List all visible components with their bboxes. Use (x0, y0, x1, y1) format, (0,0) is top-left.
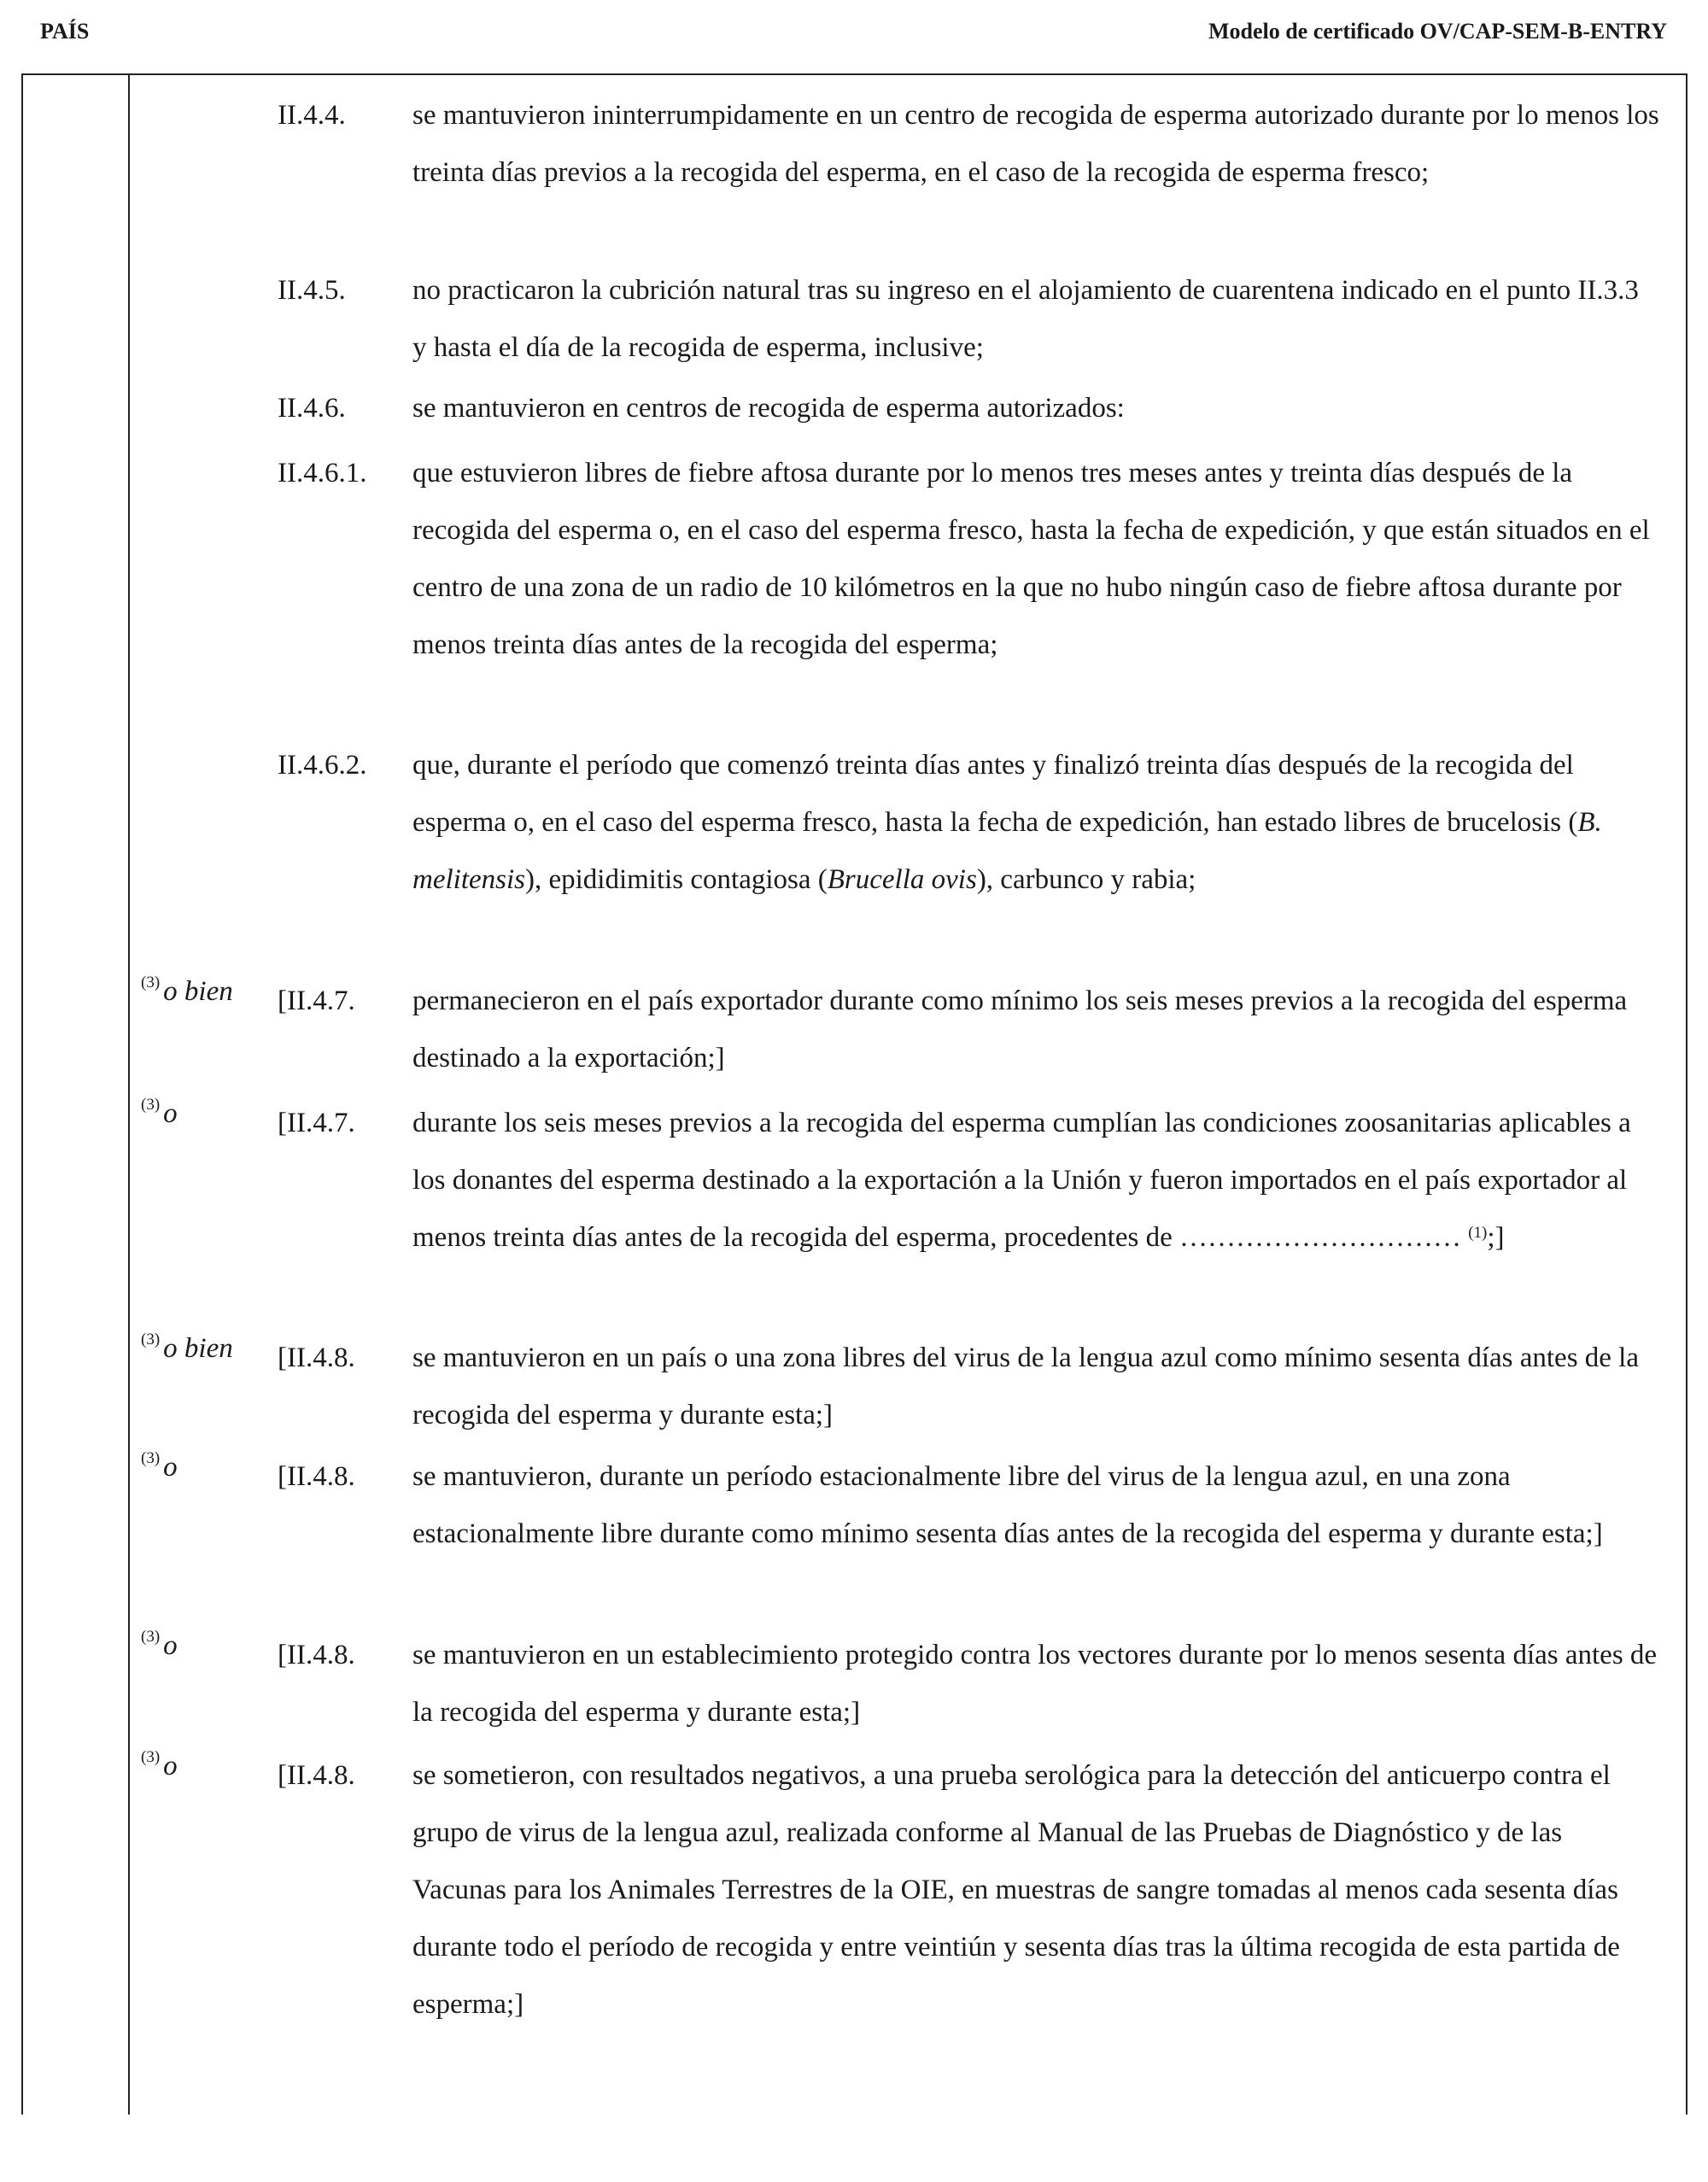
clause-text-part: se mantuvieron en un país o una zona libres del virus de la lengua azul como mínimo sesenta días antes de la recogida del esperma y durante esta;] (412, 1343, 1639, 1430)
clause-text-part: no practicaron la cubrición natural tras su ingreso en el alojamiento de cuarentena indicado en el punto II.3.3 y hasta el día de la recogida de esperma, inclusive; (412, 275, 1639, 363)
clause-number: II.4.6.1. (278, 458, 367, 488)
clause-number: [II.4.8. (278, 1461, 355, 1492)
option-marker (141, 1333, 233, 1365)
clause-text (412, 445, 1659, 674)
clause-text-part: se mantuvieron en un establecimiento protegido contra los vectores durante por lo menos sesenta días antes de la recogida del esperma y durante esta;] (412, 1640, 1658, 1728)
clause-text-part: permanecieron en el país exportador durante como mínimo los seis meses previos a la recogida del esperma destinado a la exportación;] (412, 986, 1628, 1073)
clause-text-part: que, durante el período que comenzó treinta días antes y finalizó treinta días después de la recogida del esperma o, en el caso del esperma fresco, hasta la fecha de expedición, han estado libres de brucelosis ( (412, 750, 1578, 838)
clause-text-part: se mantuvieron en centros de recogida de esperma autorizados: (412, 393, 1125, 424)
certificate-model-label: Modelo de certificado OV/CAP-SEM-B-ENTRY (1208, 19, 1667, 44)
clause-number: [II.4.8. (278, 1640, 355, 1670)
clause-text-part: se mantuvieron, durante un período estacionalmente libre del virus de la lengua azul, en una zona estacionalmente libre durante como mínimo sesenta días antes de la recogida del esperma y durante esta;] (412, 1461, 1603, 1549)
clause-number: II.4.4. (278, 100, 346, 131)
clause-text (412, 1627, 1659, 1741)
country-label: PAÍS (40, 19, 90, 44)
option-word: o (163, 1630, 178, 1661)
option-marker (141, 1630, 178, 1662)
clause-text-part: ;] (1487, 1222, 1505, 1253)
clause-number: II.4.6. (278, 393, 346, 424)
margin-column-divider (128, 73, 130, 2115)
clause-text (412, 1448, 1659, 1563)
option-word: o bien (163, 976, 233, 1007)
species-name-italic: Brucella ovis (827, 864, 977, 895)
option-marker (141, 1098, 178, 1130)
clause-text-part: se sometieron, con resultados negativos, a una prueba serológica para la detección del anticuerpo contra el grupo de virus de la lengua azul, realizada conforme al Manual de las Pruebas de Diagnóstico y de las Vacunas para los Animales Terrestres de la OIE, en muestras de sangre tomadas al menos cada sesenta días durante todo el período de recogida y entre veintiún y sesenta días tras la última recogida de esta partida de esperma;] (412, 1760, 1620, 2020)
footnote-ref: (3) (141, 1748, 161, 1766)
option-word: o bien (163, 1333, 233, 1364)
option-marker (141, 1449, 178, 1483)
footnote-ref: (1) (1468, 1224, 1488, 1242)
clause-text (412, 1330, 1659, 1444)
option-marker (141, 1748, 178, 1782)
footnote-ref: (3) (141, 1096, 161, 1114)
clause-text (412, 380, 1659, 437)
footnote-ref: (3) (141, 974, 161, 992)
clause-text (412, 87, 1659, 202)
footnote-ref: (3) (141, 1449, 161, 1467)
footnote-ref: (3) (141, 1331, 161, 1348)
clause-number: [II.4.7. (278, 1108, 355, 1138)
clause-text (412, 1095, 1659, 1266)
option-word: o (163, 1098, 178, 1129)
clause-text (412, 1747, 1659, 2033)
clause-text-part: que estuvieron libres de fiebre aftosa durante por lo menos tres meses antes y treinta días después de la recogida del esperma o, en el caso del esperma fresco, hasta la fecha de expedición, y que están situados en el centro de una zona de un radio de 10 kilómetros en la que no hubo ningún caso de fiebre aftosa durante por menos treinta días antes de la recogida del esperma; (412, 458, 1650, 660)
clause-text-part: se mantuvieron ininterrumpidamente en un centro de recogida de esperma autorizado durante por lo menos los treinta días previos a la recogida del esperma, en el caso de la recogida de esperma fresco; (412, 100, 1659, 188)
clause-number: II.4.6.2. (278, 750, 367, 781)
clause-number: II.4.5. (278, 275, 346, 306)
clause-text-part: durante los seis meses previos a la recogida del esperma cumplían las condiciones zoosanitarias aplicables a los donantes del esperma destinado a la exportación a la Unión y fueron importados en el país exportador al menos treinta días antes de la recogida del esperma, procedentes de ………………………… (412, 1108, 1631, 1253)
clause-text (412, 737, 1659, 909)
clause-text-part: ), carbunco y rabia; (976, 864, 1196, 895)
clause-text (412, 262, 1659, 377)
option-word: o (163, 1751, 178, 1781)
option-marker (141, 976, 233, 1008)
clause-text (412, 973, 1659, 1087)
clause-number: [II.4.7. (278, 986, 355, 1016)
footnote-ref: (3) (141, 1628, 161, 1646)
species-name-italic: B. melitensis (412, 807, 1602, 895)
clause-number: [II.4.8. (278, 1760, 355, 1791)
clause-number: [II.4.8. (278, 1343, 355, 1373)
clause-text-part: ), epididimitis contagiosa ( (524, 864, 828, 895)
option-word: o (163, 1452, 178, 1483)
